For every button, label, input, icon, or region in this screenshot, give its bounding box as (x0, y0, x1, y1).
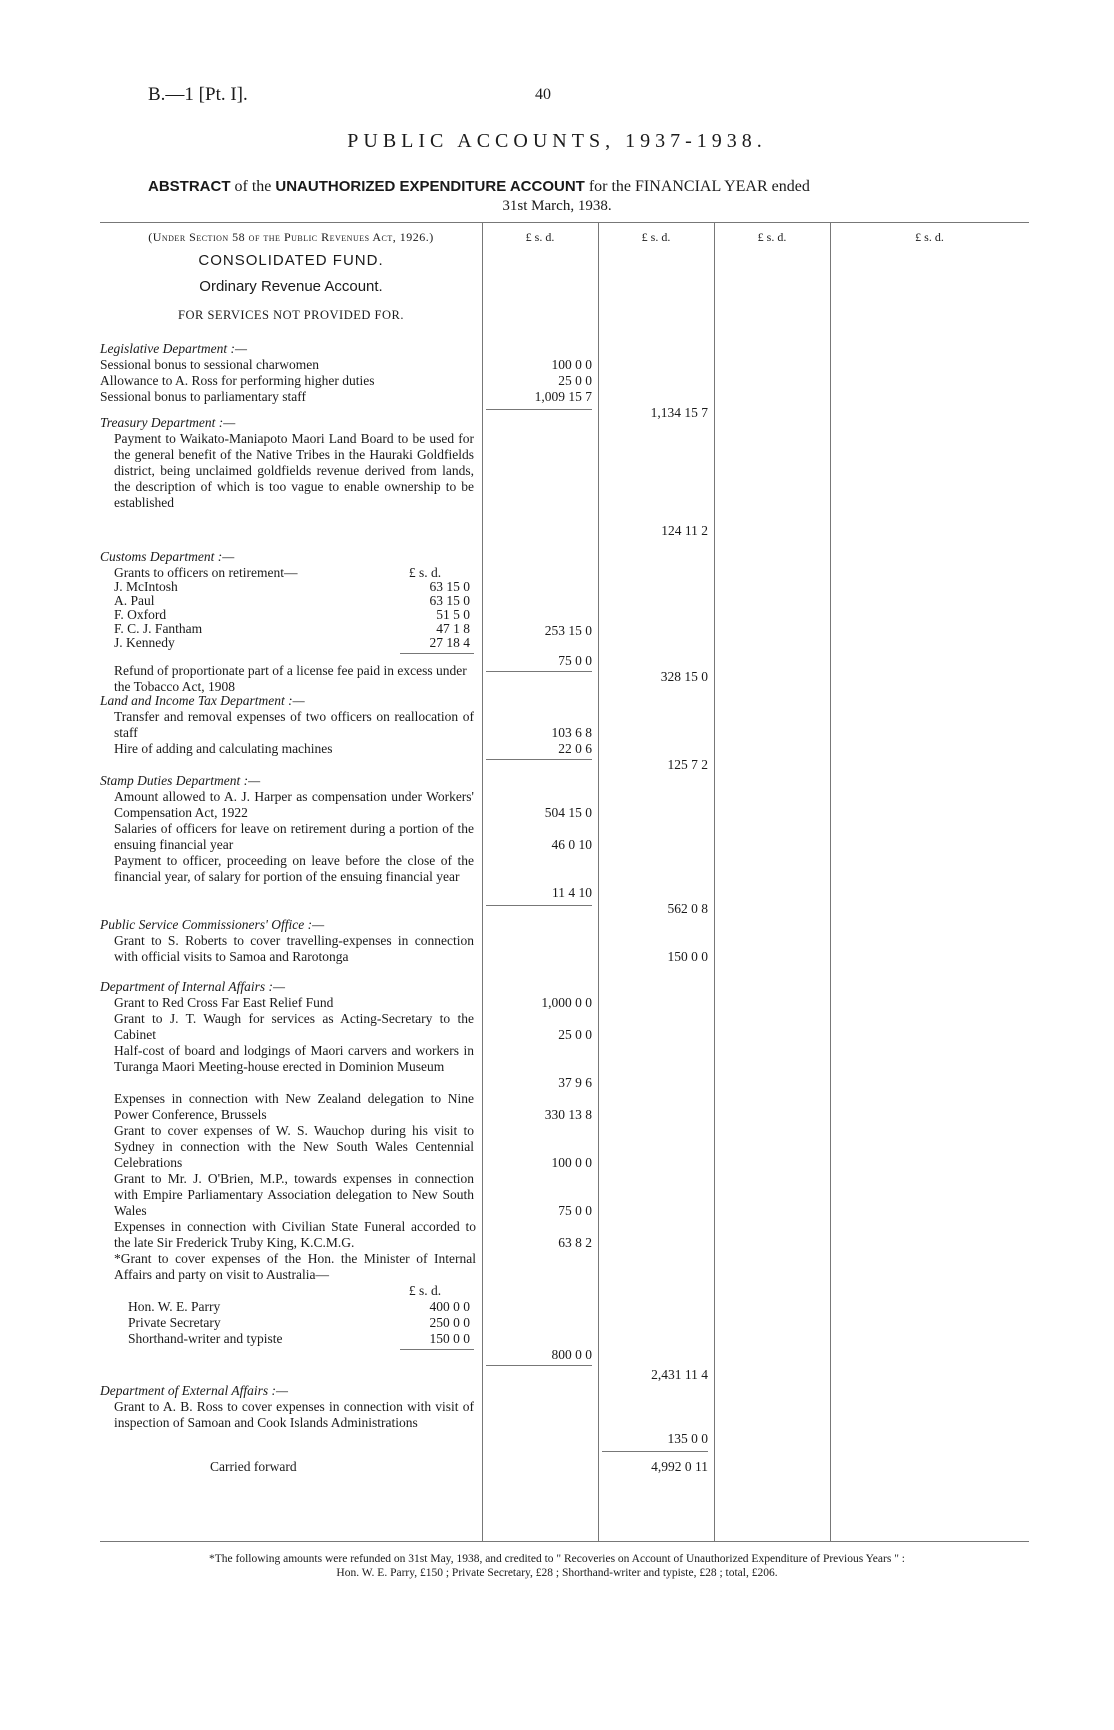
section-total: 1,134 15 7 (650, 405, 708, 420)
currency-header: £ s. d. (757, 230, 787, 244)
column-rule (714, 223, 715, 1541)
expenditure-table (100, 222, 1029, 1542)
party-member: Shorthand-writer and typiste (128, 1331, 283, 1346)
item-amount: 103 6 8 (551, 725, 592, 740)
line-item: *Grant to cover expenses of the Hon. the Minister of Internal Affairs and party on visit to Australia— (114, 1251, 476, 1282)
item-amount: 253 15 0 (544, 623, 592, 638)
item-amount: 22 0 6 (558, 741, 592, 756)
item-amount: 800 0 0 (551, 1347, 592, 1362)
page-title: PUBLIC ACCOUNTS, 1937-1938. (347, 130, 767, 152)
subtotal-rule (400, 653, 474, 654)
item-amount: 100 0 0 (551, 357, 592, 372)
section-heading: Treasury Department :— (100, 415, 236, 430)
subtotal-rule (486, 1365, 592, 1366)
party-amount: 150 0 0 (429, 1331, 470, 1346)
page-reference: B.—1 [Pt. I]. (148, 84, 248, 105)
column-rule (830, 223, 831, 1541)
currency-header: £ s. d. (525, 230, 555, 244)
page-number: 40 (535, 86, 551, 103)
currency-header: £ s. d. (641, 230, 671, 244)
item-amount: 1,000 0 0 (541, 995, 592, 1010)
abstract-rest: for the FINANCIAL YEAR ended (588, 178, 810, 195)
line-item: Grants to officers on retirement— (114, 565, 298, 580)
section-heading: Public Service Commissioners' Office :— (100, 917, 325, 932)
line-item: Transfer and removal expenses of two officers on reallocation of staff (114, 709, 474, 740)
item-amount: 504 15 0 (544, 805, 592, 820)
line-item: Grant to S. Roberts to cover travelling-expenses in connection with official visits to Samoa and Rarotonga (114, 933, 474, 964)
item-amount: 75 0 0 (558, 653, 592, 668)
section-total: 2,431 11 4 (651, 1367, 708, 1382)
line-item: Grant to Mr. J. O'Brien, M.P., towards expenses in connection with Empire Parliamentary Association delegation to New South Wales (114, 1171, 474, 1218)
line-item: Hire of adding and calculating machines (114, 741, 333, 756)
currency-header: £ s. d. (408, 565, 442, 580)
item-amount: 330 13 8 (544, 1107, 592, 1122)
section-heading: Department of Internal Affairs :— (100, 979, 285, 994)
section-heading: Department of External Affairs :— (100, 1383, 288, 1398)
party-member: Private Secretary (128, 1315, 221, 1330)
item-amount: 25 0 0 (558, 1027, 592, 1042)
section-heading: Customs Department :— (100, 549, 235, 564)
line-item: Half-cost of board and lodgings of Maori carvers and workers in Turanga Maori Meeting-house erected in Dominion Museum (114, 1043, 474, 1074)
subtotal-rule (486, 671, 592, 672)
line-item: Payment to Waikato-Maniapoto Maori Land Board to be used for the general benefit of the Native Tribes in the Hauraki Goldfields district, being unclaimed goldfields revenue derived from lands, the description of which is too vague to enable ownership to be established (114, 431, 474, 510)
item-amount: 25 0 0 (558, 373, 592, 388)
section-heading: Legislative Department :— (100, 341, 247, 356)
officer-amount: 47 1 8 (436, 621, 470, 636)
carried-forward-label: Carried forward (210, 1459, 297, 1474)
line-item: Expenses in connection with Civilian State Funeral accorded to the late Sir Frederick Truby King, K.C.M.G. (114, 1219, 476, 1250)
currency-header: £ s. d. (408, 1283, 442, 1298)
line-item: Payment to officer, proceeding on leave before the close of the financial year, of salary for portion of the ensuing financial year (114, 853, 474, 884)
line-item: Allowance to A. Ross for performing higher duties (100, 373, 375, 388)
section-heading: Stamp Duties Department :— (100, 773, 261, 788)
currency-header: £ s. d. (915, 230, 944, 244)
abstract-title (148, 178, 810, 196)
footnote-line: *The following amounts were refunded on 31st May, 1938, and credited to " Recoveries on Account of Unauthorized Expenditure of Previous Years " : (209, 1553, 905, 1565)
subtotal-rule (486, 905, 592, 906)
item-amount: 1,009 15 7 (534, 389, 592, 404)
item-amount: 100 0 0 (551, 1155, 592, 1170)
line-item: Grant to Red Cross Far East Relief Fund (114, 995, 334, 1010)
line-item: Expenses in connection with New Zealand delegation to Nine Power Conference, Brussels (114, 1091, 474, 1122)
subtotal-rule (486, 409, 592, 410)
column-rule (482, 223, 483, 1541)
carried-forward-total: 4,992 0 11 (651, 1459, 708, 1474)
act-reference: (Under Section 58 of the Public Revenues Act, 1926.) (148, 230, 434, 244)
item-amount: 63 8 2 (558, 1235, 592, 1250)
section-total: 150 0 0 (667, 949, 708, 964)
section-total: 124 11 2 (661, 523, 708, 538)
officer-name: J. Kennedy (114, 635, 175, 650)
item-amount: 11 4 10 (552, 885, 592, 900)
abstract-lead: ABSTRACT (148, 178, 231, 195)
item-amount: 46 0 10 (551, 837, 592, 852)
section-total: 328 15 0 (660, 669, 708, 684)
officer-name: F. Oxford (114, 607, 167, 622)
officer-name: A. Paul (114, 593, 155, 608)
party-amount: 250 0 0 (429, 1315, 470, 1330)
line-item: Grant to A. B. Ross to cover expenses in connection with visit of inspection of Samoan and Cook Islands Administrations (114, 1399, 474, 1430)
item-amount: 75 0 0 (558, 1203, 592, 1218)
subtotal-rule (602, 1451, 708, 1452)
services-heading: FOR SERVICES NOT PROVIDED FOR. (178, 308, 404, 322)
officer-amount: 27 18 4 (429, 635, 470, 650)
party-amount: 400 0 0 (429, 1299, 470, 1314)
line-item: Salaries of officers for leave on retirement during a portion of the ensuing financial year (114, 821, 474, 852)
fund-heading: CONSOLIDATED FUND. (198, 252, 384, 269)
officer-name: F. C. J. Fantham (114, 621, 203, 636)
footnote-line: Hon. W. E. Parry, £150 ; Private Secretary, £28 ; Shorthand-writer and typiste, £28 ; total, £206. (336, 1567, 778, 1579)
line-item: Sessional bonus to parliamentary staff (100, 389, 306, 404)
abstract-account-name: UNAUTHORIZED EXPENDITURE ACCOUNT (275, 178, 585, 195)
item-amount: 37 9 6 (558, 1075, 592, 1090)
section-total: 135 0 0 (667, 1431, 708, 1446)
section-total: 562 0 8 (667, 901, 708, 916)
abstract-of-the: of the (234, 178, 272, 195)
line-item: Grant to J. T. Waugh for services as Acting-Secretary to the Cabinet (114, 1011, 474, 1042)
account-heading: Ordinary Revenue Account. (199, 278, 383, 295)
abstract-date: 31st March, 1938. (502, 198, 612, 214)
line-item: Refund of proportionate part of a license fee paid in excess under the Tobacco Act, 1908 (114, 663, 467, 694)
subtotal-rule (400, 1349, 474, 1350)
line-item: Sessional bonus to sessional charwomen (100, 357, 319, 372)
officer-amount: 51 5 0 (436, 607, 470, 622)
subtotal-rule (486, 759, 592, 760)
officer-amount: 63 15 0 (429, 593, 470, 608)
line-item: Amount allowed to A. J. Harper as compensation under Workers' Compensation Act, 1922 (114, 789, 474, 820)
party-member: Hon. W. E. Parry (128, 1299, 221, 1314)
officer-amount: 63 15 0 (429, 579, 470, 594)
line-item: Grant to cover expenses of W. S. Wauchop during his visit to Sydney in connection with the New South Wales Centennial Celebrations (114, 1123, 474, 1170)
officer-name: J. McIntosh (114, 579, 178, 594)
section-heading: Land and Income Tax Department :— (100, 693, 305, 708)
section-total: 125 7 2 (667, 757, 708, 772)
